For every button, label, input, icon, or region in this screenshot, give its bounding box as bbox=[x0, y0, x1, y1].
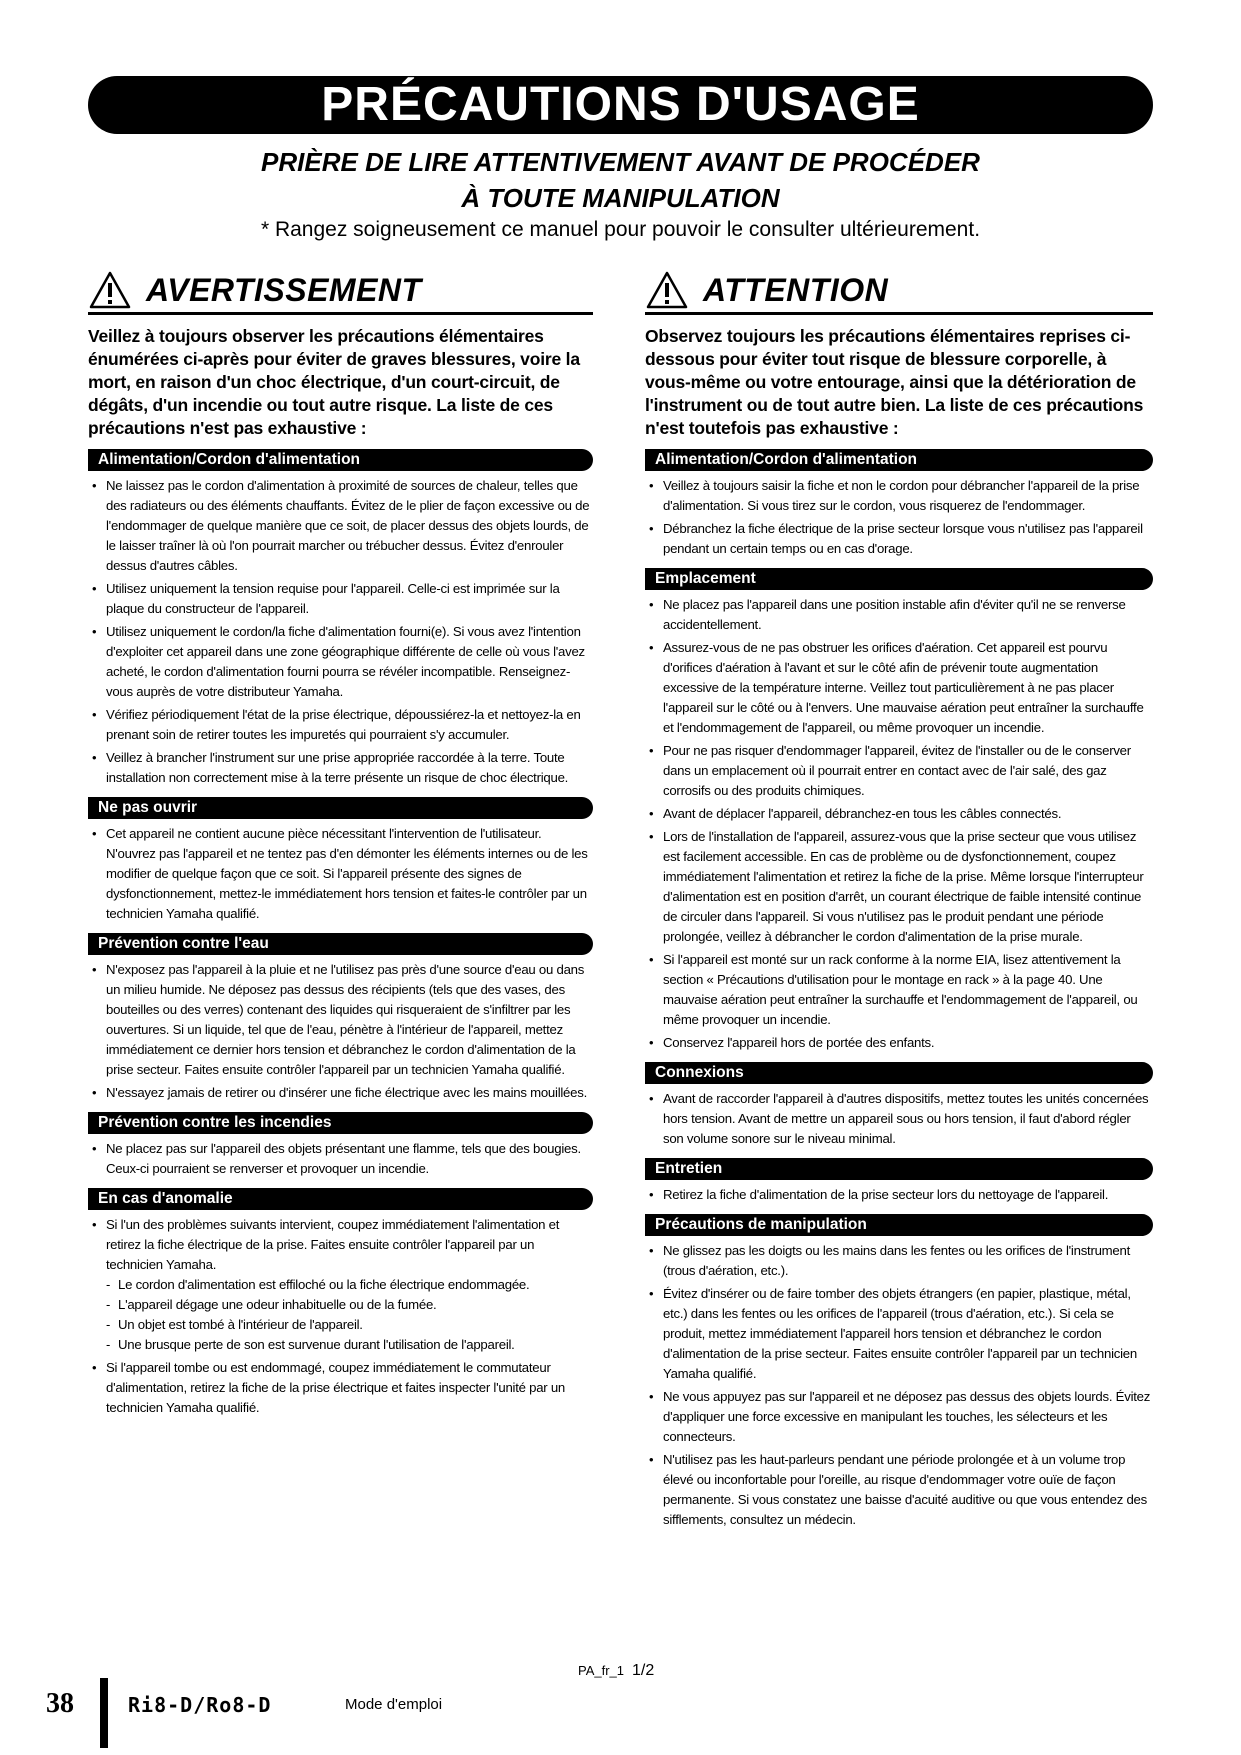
section-title: Emplacement bbox=[645, 568, 1153, 590]
list-item: • Évitez d'insérer ou de faire tomber des objets étrangers (en papier, plastique, métal, etc.) dans les fentes ou les orifices de l'appareil (trous d'aération, etc.). Si cela se produit, mettez immédiatement l'appareil hors tension et débranchez le cordon d'alimentation de la prise secteur. Faites ensuite contrôler l'appareil par un technicien Yamaha qualifié. bbox=[645, 1284, 1153, 1384]
list-item: • N'exposez pas l'appareil à la pluie et ne l'utilisez pas près d'une source d'eau ou dans un milieu humide. Ne déposez pas dessus des récipients (tels que des vases, des bouteilles ou des verres) contenant des liquides qui risqueraient de s'infiltrer par les ouvertures. Si un liquide, tel que de l'eau, pénètre à l'intérieur de l'appareil, mettez immédiatement ce dernier hors tension et débranchez le cordon d'alimentation de la prise secteur. Faites ensuite contrôler l'appareil par un technicien Yamaha qualifié. bbox=[88, 960, 593, 1080]
list-item: • Conservez l'appareil hors de portée des enfants. bbox=[645, 1033, 1153, 1053]
list-item: • Si l'appareil tombe ou est endommagé, coupez immédiatement le commutateur d'alimentation, retirez la fiche de la prise électrique et faites inspecter l'unité par un technicien Yamaha qualifié. bbox=[88, 1358, 593, 1418]
section-title: Prévention contre les incendies bbox=[88, 1112, 593, 1134]
section-handling bbox=[645, 1214, 1153, 1530]
footer-code bbox=[578, 1662, 654, 1680]
list-item: • Ne glissez pas les doigts ou les mains dans les fentes ou les orifices de l'instrument (trous d'aération, etc.). bbox=[645, 1241, 1153, 1281]
list-item: • N'utilisez pas les haut-parleurs pendant une période prolongée et à un volume trop élevé ou inconfortable pour l'oreille, au risque d'endommager votre ouïe de façon permanente. Si vous constatez une baisse d'acuité auditive ou que vous entendez des sifflements, consultez un médecin. bbox=[645, 1450, 1153, 1530]
section-title: En cas d'anomalie bbox=[88, 1188, 593, 1210]
subtitle bbox=[88, 144, 1153, 216]
warning-heading-text: AVERTISSEMENT bbox=[146, 271, 422, 308]
caution-heading-text: ATTENTION bbox=[703, 271, 889, 308]
section-title: Précautions de manipulation bbox=[645, 1214, 1153, 1236]
section-maintenance bbox=[645, 1158, 1153, 1205]
section-power-caution bbox=[645, 449, 1153, 559]
warning-triangle-icon bbox=[88, 270, 132, 310]
list-item: • Retirez la fiche d'alimentation de la prise secteur lors du nettoyage de l'appareil. bbox=[645, 1185, 1153, 1205]
section-connections bbox=[645, 1062, 1153, 1149]
list-item: • Si l'appareil est monté sur un rack conforme à la norme EIA, lisez attentivement la section « Précautions d'utilisation pour le montage en rack » à la page 40. Une mauvaise aération peut entraîner la surchauffe et l'endommagement de l'appareil, ou même provoquer un incendie. bbox=[645, 950, 1153, 1030]
doc-code: PA_fr_1 bbox=[578, 1663, 625, 1678]
doc-label: Mode d'emploi bbox=[345, 1696, 443, 1713]
list-item: • Veillez à brancher l'instrument sur une prise appropriée raccordée à la terre. Toute installation non correctement mise à la terre présente un risque de choc électrique. bbox=[88, 748, 593, 788]
subtitle-line-1: PRIÈRE DE LIRE ATTENTIVEMENT AVANT DE PROCÉDER bbox=[261, 147, 980, 177]
list-item: • Ne vous appuyez pas sur l'appareil et ne déposez pas dessus des objets lourds. Évitez d'appliquer une force excessive en manipulant les touches, les sélecteurs et les connecteurs. bbox=[645, 1387, 1153, 1447]
list-item: • Ne laissez pas le cordon d'alimentation à proximité de sources de chaleur, telles que des radiateurs ou des éléments chauffants. Évitez de le plier de façon excessive ou de l'endommager de quelque manière que ce soit, de placer dessus des objets lourds, de le laisser traîner là où l'on pourrait marcher ou trébucher dessus. Évitez d'enrouler dessus d'autres câbles. bbox=[88, 476, 593, 576]
subtitle-line-2: À TOUTE MANIPULATION bbox=[461, 183, 780, 213]
sub-item: - Le cordon d'alimentation est effiloché ou la fiche électrique endommagée. bbox=[106, 1275, 593, 1295]
list-item: • Avant de déplacer l'appareil, débranchez-en tous les câbles connectés. bbox=[645, 804, 1153, 824]
sub-item: - Un objet est tombé à l'intérieur de l'appareil. bbox=[106, 1315, 593, 1335]
warning-intro: Veillez à toujours observer les précautions élémentaires énumérées ci-après pour éviter de graves blessures, voire la mort, en raison d'un choc électrique, d'un court-circuit, de dégâts, d'un incendie ou tout autre risque. La liste de ces précautions n'est pas exhaustive : bbox=[88, 326, 580, 438]
page-title: PRÉCAUTIONS D'USAGE bbox=[88, 76, 1153, 134]
list-item: • Avant de raccorder l'appareil à d'autres dispositifs, mettez toutes les unités concernées hors tension. Avant de mettre un appareil sous ou hors tension, il faut d'abord régler son volume sonore sur le niveau minimal. bbox=[645, 1089, 1153, 1149]
list-item: • Débranchez la fiche électrique de la prise secteur lorsque vous n'utilisez pas l'appareil pendant un certain temps ou en cas d'orage. bbox=[645, 519, 1153, 559]
section-fire bbox=[88, 1112, 593, 1179]
section-title: Entretien bbox=[645, 1158, 1153, 1180]
model-logo: Ri8-D/Ro8-D bbox=[128, 1693, 272, 1717]
list-item: • Cet appareil ne contient aucune pièce nécessitant l'intervention de l'utilisateur. N'ouvrez pas l'appareil et ne tentez pas d'en démonter les éléments internes ou de les modifier de quelque façon que ce soit. Si l'appareil présente des signes de dysfonctionnement, mettez-le immédiatement hors tension et faites-le contrôler par un technicien Yamaha qualifié. bbox=[88, 824, 593, 924]
section-water bbox=[88, 933, 593, 1103]
list-item: • Utilisez uniquement la tension requise pour l'appareil. Celle-ci est imprimée sur la plaque du constructeur de l'appareil. bbox=[88, 579, 593, 619]
list-item: • Lors de l'installation de l'appareil, assurez-vous que la prise secteur que vous utilisez est facilement accessible. En cas de problème ou de dysfonctionnement, coupez immédiatement l'alimentation et retirez la fiche de la prise. Même lorsque l'interrupteur d'alimentation est en position d'arrêt, un courant électrique de faible intensité continue de circuler dans l'appareil. Si vous n'utilisez pas le produit pendant une période prolongée, veillez à débrancher le cordon d'alimentation de la prise murale. bbox=[645, 827, 1153, 947]
section-title: Ne pas ouvrir bbox=[88, 797, 593, 819]
section-anomaly bbox=[88, 1188, 593, 1418]
warning-heading bbox=[88, 268, 593, 315]
list-item-text: Si l'un des problèmes suivants intervient, coupez immédiatement l'alimentation et retirez la fiche électrique de la prise. Faites ensuite contrôler l'appareil par un technicien Yamaha. bbox=[106, 1217, 560, 1272]
list-item: • Utilisez uniquement le cordon/la fiche d'alimentation fourni(e). Si vous avez l'intention d'exploiter cet appareil dans une zone géographique différente de celle où vous l'avez acheté, le cordon d'alimentation fourni pourra se révéler incompatible. Renseignez-vous auprès de votre distributeur Yamaha. bbox=[88, 622, 593, 702]
page-number: 38 bbox=[46, 1688, 74, 1719]
warning-triangle-icon bbox=[645, 270, 689, 310]
list-item: • Assurez-vous de ne pas obstruer les orifices d'aération. Cet appareil est pourvu d'orifices d'aération à l'avant et sur le côté afin de prévenir toute augmentation excessive de la température interne. Veillez tout particulièrement à ne pas placer l'appareil sur le côté ou à l'envers. Une mauvaise aération peut entraîner la surchauffe et l'endommagement de l'appareil, ou même provoquer un incendie. bbox=[645, 638, 1153, 738]
list-item: • Veillez à toujours saisir la fiche et non le cordon pour débrancher l'appareil de la prise d'alimentation. Si vous tirez sur le cordon, vous risquerez de l'endommager. bbox=[645, 476, 1153, 516]
sub-item: - L'appareil dégage une odeur inhabituelle ou de la fumée. bbox=[106, 1295, 593, 1315]
caution-intro: Observez toujours les précautions élémentaires reprises ci-dessous pour éviter tout risque de blessure corporelle, à vous-même ou votre entourage, ainsi que la détérioration de l'instrument ou de tout autre bien. La liste de ces précautions n'est toutefois pas exhaustive : bbox=[645, 326, 1144, 438]
section-title: Prévention contre l'eau bbox=[88, 933, 593, 955]
list-item: • Ne placez pas sur l'appareil des objets présentant une flamme, tels que des bougies. Ceux-ci pourraient se renverser et provoquer un incendie. bbox=[88, 1139, 593, 1179]
section-title: Alimentation/Cordon d'alimentation bbox=[88, 449, 593, 471]
list-item: • Pour ne pas risquer d'endommager l'appareil, évitez de l'installer ou de le conserver dans un emplacement où il pourrait entrer en contact avec de l'air salé, des gaz corrosifs ou des produits chimiques. bbox=[645, 741, 1153, 801]
storage-note: * Rangez soigneusement ce manuel pour pouvoir le consulter ultérieurement. bbox=[260, 218, 981, 241]
page-fraction: 1/2 bbox=[632, 1662, 655, 1679]
warning-column bbox=[88, 268, 593, 1421]
list-item: • Ne placez pas l'appareil dans une position instable afin d'éviter qu'il ne se renverse accidentellement. bbox=[645, 595, 1153, 635]
list-item: • N'essayez jamais de retirer ou d'insérer une fiche électrique avec les mains mouillées. bbox=[88, 1083, 593, 1103]
caution-column bbox=[645, 268, 1153, 1533]
section-title: Alimentation/Cordon d'alimentation bbox=[645, 449, 1153, 471]
section-power-warning bbox=[88, 449, 593, 788]
section-title: Connexions bbox=[645, 1062, 1153, 1084]
section-location bbox=[645, 568, 1153, 1053]
footer-divider bbox=[100, 1678, 108, 1748]
list-item: • Vérifiez périodiquement l'état de la prise électrique, dépoussiérez-la et nettoyez-la en prenant soin de retirer toutes les impuretés qui pourraient s'y accumuler. bbox=[88, 705, 593, 745]
caution-heading bbox=[645, 268, 1153, 315]
list-item bbox=[88, 1215, 593, 1355]
section-do-not-open bbox=[88, 797, 593, 924]
sub-item: - Une brusque perte de son est survenue durant l'utilisation de l'appareil. bbox=[106, 1335, 593, 1355]
